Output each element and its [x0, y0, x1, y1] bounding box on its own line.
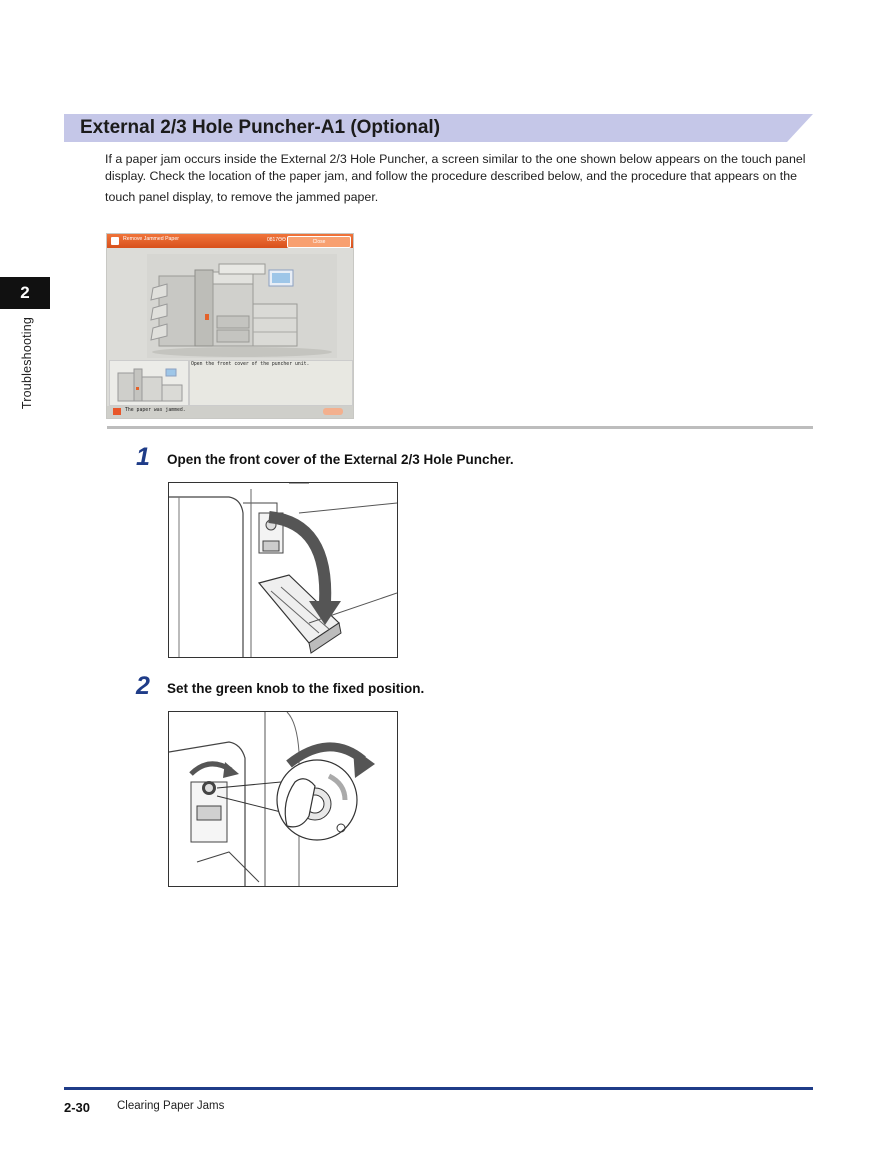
jam-icon — [111, 237, 119, 245]
touch-panel-title: Remove Jammed Paper — [123, 236, 179, 242]
touch-panel-status-button — [323, 408, 343, 415]
touch-panel-screenshot — [106, 233, 354, 419]
step-number: 1 — [136, 443, 150, 471]
step-2-illustration — [168, 711, 398, 887]
footer-title: Clearing Paper Jams — [117, 1100, 225, 1112]
touch-panel-message: Open the front cover of the puncher unit. — [191, 362, 310, 367]
green-knob-illustration — [169, 712, 397, 886]
intro-line: display. Check the location of the paper jam, and follow the procedure described below, and the procedure that appears on the — [105, 169, 798, 183]
step-text: Set the green knob to the fixed position. — [167, 681, 425, 696]
step-text: Open the front cover of the External 2/3 Hole Puncher. — [167, 452, 514, 467]
touch-panel-close-button: Close — [287, 236, 351, 248]
touch-panel-thumbnail — [109, 360, 189, 406]
step-number: 2 — [136, 672, 150, 700]
intro-line: If a paper jam occurs inside the External 2/3 Hole Puncher, a screen similar to the one shown below appears on the touch panel — [105, 152, 806, 166]
chapter-label: Troubleshooting — [20, 316, 34, 410]
touch-panel-status: The paper was jammed. — [125, 408, 186, 413]
intro-line: touch panel display, to remove the jammed paper. — [105, 190, 379, 204]
step-1-illustration — [168, 482, 398, 658]
chapter-tab: 2 — [0, 277, 50, 309]
section-title: External 2/3 Hole Puncher-A1 (Optional) — [80, 117, 441, 138]
machine-thumbnail — [110, 361, 188, 405]
page-number: 2-30 — [64, 1100, 91, 1115]
open-cover-illustration — [169, 483, 397, 657]
footer-rule — [64, 1087, 813, 1090]
intro-paragraph — [105, 151, 805, 206]
section-divider — [107, 426, 813, 429]
machine-illustration — [147, 254, 337, 358]
touch-panel-code: 0817ΘΘ — [267, 237, 286, 243]
warning-icon — [113, 408, 121, 415]
